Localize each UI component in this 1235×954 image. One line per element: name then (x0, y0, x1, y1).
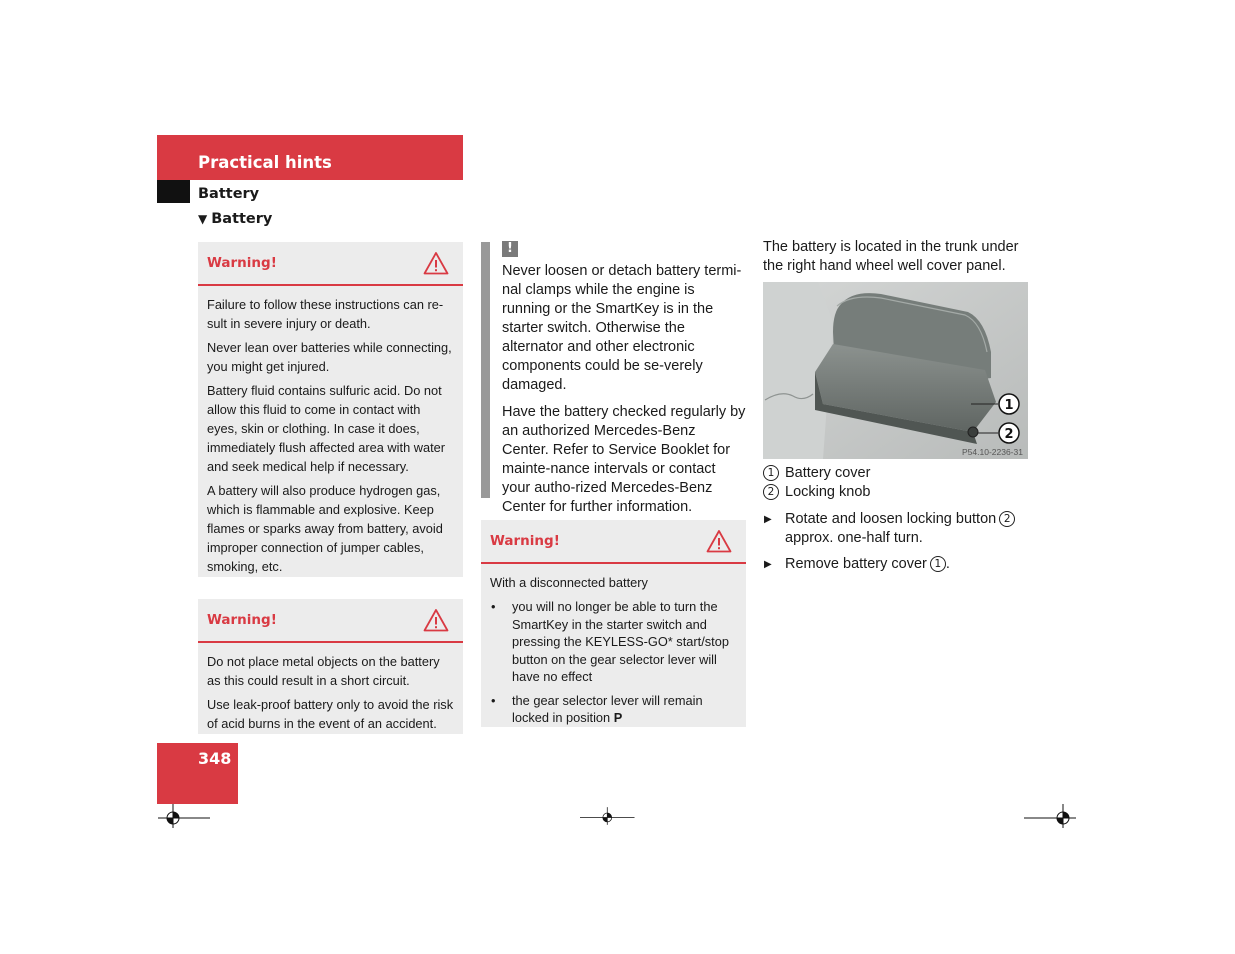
warning-body (198, 286, 463, 589)
note-exclamation-icon: ! (502, 241, 518, 257)
callout-1-label: 1 (1004, 398, 1014, 413)
warning-paragraph: Do not place metal objects on the battery as this could result in a short circuit. (207, 654, 440, 688)
warning-triangle-icon (423, 251, 449, 275)
warning-triangle-icon (706, 529, 732, 553)
legend-item (763, 464, 870, 483)
step-arrow-icon: ▶ (764, 559, 772, 570)
registration-crosshair-icon (1024, 804, 1080, 828)
warning-intro: With a disconnected battery (490, 575, 648, 590)
warning-paragraph: Never lean over batteries while connecting, you might get injured. (207, 340, 452, 374)
note-paragraph: Never loosen or detach battery termi-nal clamps while the engine is running or the SmartKey is in the starter switch. Otherwise the alternator and other electronic components could be se-verely damaged. (502, 263, 742, 393)
step-reference-number: 1 (930, 556, 946, 572)
warning-label: Warning! (207, 612, 277, 628)
chapter-title: Practical hints (198, 153, 332, 172)
warning-paragraph: Battery fluid contains sulfuric acid. Do not allow this fluid to come in contact with eyes, skin or clothing. In case it does, immediately flush affected area with water and seek medical help if necessary. (207, 383, 446, 474)
warning-box-metal-objects (198, 599, 463, 734)
warning-label: Warning! (207, 255, 277, 271)
warning-paragraph: Use leak-proof battery only to avoid the risk of acid burns in the event of an accident. (207, 697, 454, 731)
section-heading (198, 211, 272, 227)
triangle-down-icon: ▼ (198, 212, 208, 226)
section-heading-text: Battery (211, 211, 273, 227)
note-text (502, 262, 746, 525)
registration-crosshair-icon (580, 804, 636, 828)
step-text-continued: . (945, 556, 950, 572)
note-side-bar (481, 242, 490, 498)
callout-2-label: 2 (1004, 427, 1014, 442)
warning-header (198, 242, 463, 286)
warning-paragraph: Failure to follow these instructions can re-sult in severe injury or death. (207, 297, 444, 331)
warning-paragraph: A battery will also produce hydrogen gas, which is flammable and explosive. Keep flames or sparks away from battery, avoid improper connection of jumper cables, smoking, etc. (207, 483, 443, 574)
warning-label: Warning! (490, 533, 560, 549)
legend-number: 1 (763, 465, 779, 481)
registration-crosshair-icon (158, 804, 214, 828)
instruction-step (763, 555, 1028, 574)
warning-box-disconnected-battery (481, 520, 746, 727)
list-item (490, 692, 737, 727)
warning-header (481, 520, 746, 564)
legend-number: 2 (763, 484, 779, 500)
instruction-step (763, 510, 1028, 548)
step-text-continued: approx. one-half turn. (785, 530, 923, 546)
step-reference-number: 2 (999, 511, 1015, 527)
note-paragraph: Have the battery checked regularly by an authorized Mercedes-Benz Center. Refer to Service Booklet for mainte-nance intervals or contact your autho-rized Mercedes-Benz Center for further information. (502, 404, 746, 515)
page-number: 348 (198, 749, 232, 768)
battery-location-text: The battery is located in the trunk under the right hand wheel well cover panel. (763, 239, 1019, 274)
warning-body (481, 564, 746, 741)
legend-item (763, 483, 870, 502)
warning-body (198, 643, 463, 746)
step-arrow-icon: ▶ (764, 514, 772, 525)
figure-code: P54.10-2236-31 (962, 447, 1023, 457)
legend-text: Battery cover (785, 465, 871, 481)
warning-triangle-icon (423, 608, 449, 632)
position-emphasis: P (613, 710, 623, 725)
step-text: Rotate and loosen locking button (785, 511, 997, 527)
list-item: • you will no longer be able to turn the SmartKey in the starter switch and pressing the KEYLESS-GO* start/stop button on the gear selector lever will have no effect (490, 598, 737, 686)
warning-header (198, 599, 463, 643)
list-item-text: the gear selector lever will remain locked in position (512, 692, 703, 725)
battery-cover-illustration (763, 282, 1028, 459)
step-text: Remove battery cover (785, 556, 927, 572)
section-tab-marker (157, 180, 190, 203)
warning-bullet-list (490, 598, 737, 727)
legend-text: Locking knob (785, 484, 871, 500)
warning-box-safety (198, 242, 463, 577)
section-title: Battery (198, 186, 260, 202)
battery-cover-figure (763, 282, 1028, 459)
